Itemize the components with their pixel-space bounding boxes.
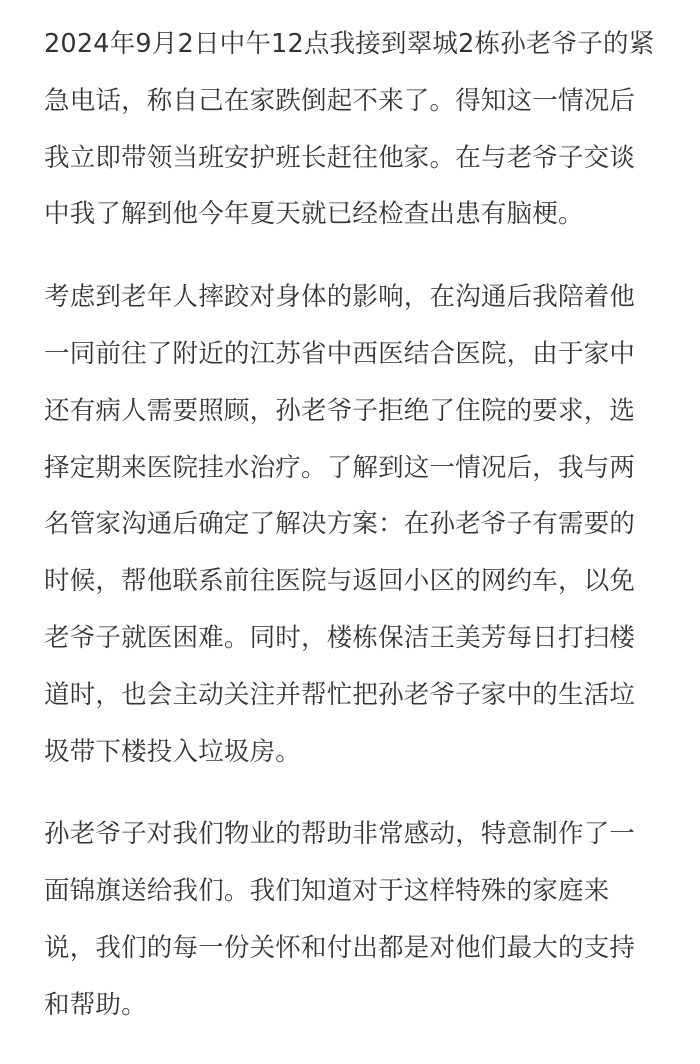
text-line: 圾带下楼投入垃圾房。 (44, 736, 302, 767)
text-line: 考虑到老年人摔跤对身体的影响，在沟通后我陪着他 (44, 282, 636, 313)
text-line: 我立即带领当班安护班长赶往他家。在与老爷子交谈 (44, 142, 636, 173)
paragraph-3 (44, 806, 662, 1033)
text-line: 一同前往了附近的江苏省中西医结合医院，由于家中 (44, 338, 636, 369)
text-line: 说，我们的每一份关怀和付出都是对他们最大的支持 (44, 932, 636, 963)
text-line: 急电话，称自己在家跌倒起不来了。得知这一情况后 (44, 85, 636, 116)
paragraph-2 (44, 269, 662, 780)
text-line: 2024年9月2日中午12点我接到翠城2栋孙老爷子的紧 (44, 29, 655, 59)
text-line: 时候，帮他联系前往医院与返回小区的网约车，以免 (44, 566, 636, 597)
text-line: 中我了解到他今年夏天就已经检查出患有脑梗。 (44, 199, 584, 230)
text-line: 择定期来医院挂水治疗。了解到这一情况后，我与两 (44, 452, 636, 483)
text-line: 和帮助。 (44, 989, 147, 1020)
article-body (44, 16, 662, 1060)
text-line: 道时，也会主动关注并帮忙把孙老爷子家中的生活垃 (44, 679, 636, 710)
paragraph-1 (44, 16, 662, 243)
text-line: 名管家沟通后确定了解决方案：在孙老爷子有需要的 (44, 509, 636, 540)
text-line: 还有病人需要照顾，孙老爷子拒绝了住院的要求，选 (44, 395, 636, 426)
text-line: 老爷子就医困难。同时，楼栋保洁王美芳每日打扫楼 (44, 622, 636, 653)
text-line: 孙老爷子对我们物业的帮助非常感动，特意制作了一 (44, 819, 636, 850)
text-line: 面锦旗送给我们。我们知道对于这样特殊的家庭来 (44, 876, 610, 907)
